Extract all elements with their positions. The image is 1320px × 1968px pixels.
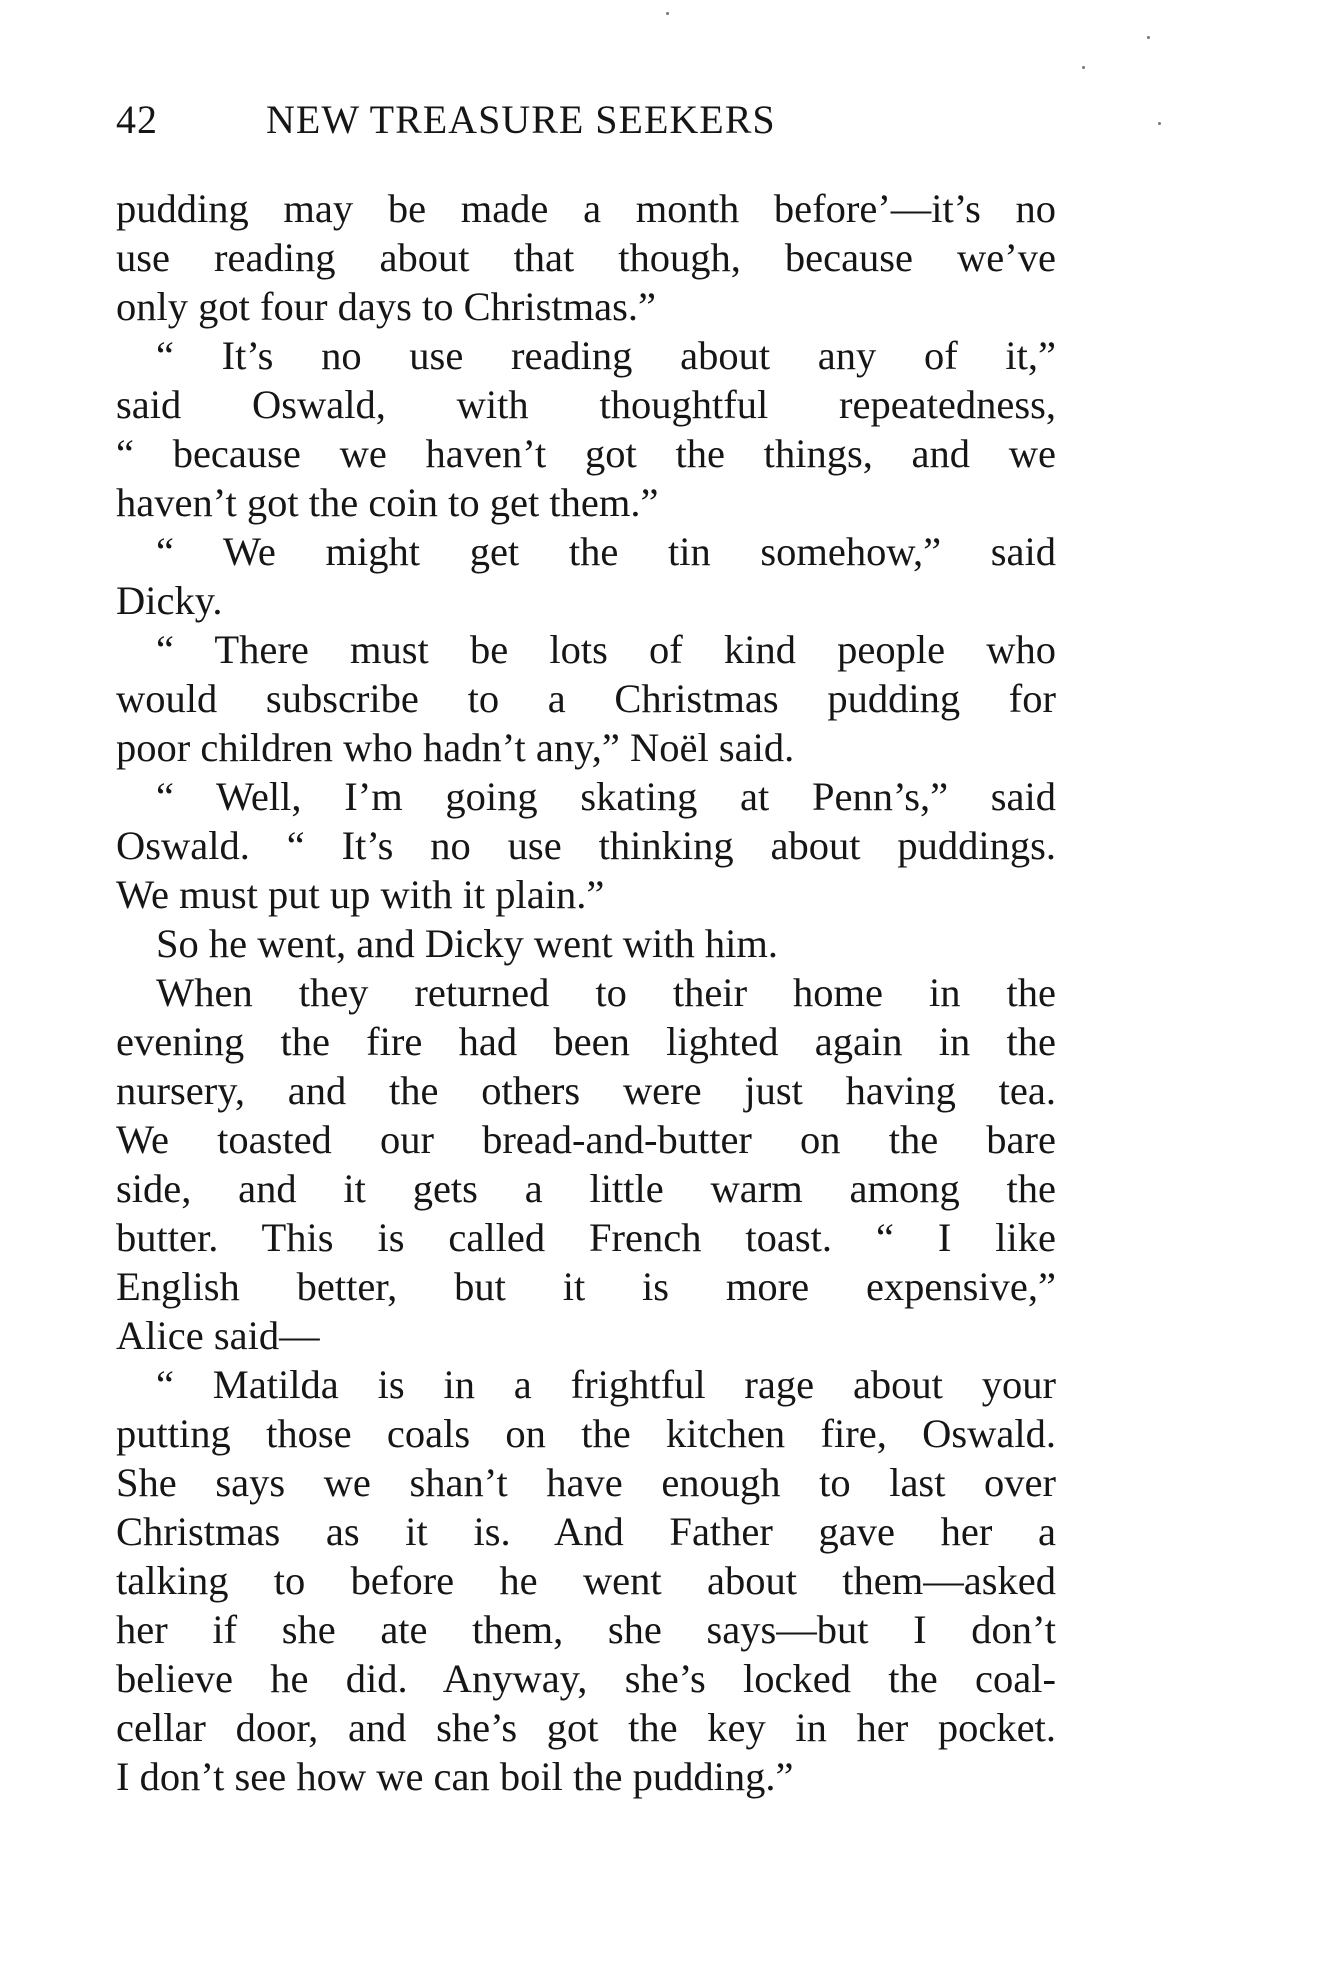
text-line: Dicky. xyxy=(116,578,223,623)
text-line: We must put up with it plain.” xyxy=(116,872,605,917)
text-line: She says we shan’t have enough to last over xyxy=(116,1460,1056,1505)
text-line: nursery, and the others were just having tea. xyxy=(116,1068,1056,1113)
text-line: talking to before he went about them—asked xyxy=(116,1558,1056,1603)
text-line: “ Well, I’m going skating at Penn’s,” said xyxy=(156,774,1056,819)
text-line: Alice said— xyxy=(116,1313,320,1358)
text-line: “ because we haven’t got the things, and we xyxy=(116,431,1056,476)
text-line: said Oswald, with thoughtful repeatedness, xyxy=(116,382,1056,427)
text-line: use reading about that though, because we’ve xyxy=(116,235,1056,280)
text-line: I don’t see how we can boil the pudding.” xyxy=(116,1754,794,1799)
text-line: “ Matilda is in a frightful rage about your xyxy=(156,1362,1056,1407)
book-title: NEW TREASURE SEEKERS xyxy=(266,97,776,142)
text-line: poor children who hadn’t any,” Noël said. xyxy=(116,725,795,770)
text-line: evening the fire had been lighted again in the xyxy=(116,1019,1056,1064)
text-line: her if she ate them, she says—but I don’t xyxy=(116,1607,1056,1652)
text-line: We toasted our bread-and-butter on the bare xyxy=(116,1117,1056,1162)
body-text xyxy=(116,184,1056,1801)
scan-speck xyxy=(666,12,669,15)
text-line: side, and it gets a little warm among the xyxy=(116,1166,1056,1211)
text-line: putting those coals on the kitchen fire, Oswald. xyxy=(116,1411,1056,1456)
scan-speck xyxy=(1158,122,1161,125)
text-line: When they returned to their home in the xyxy=(156,970,1056,1015)
text-line: haven’t got the coin to get them.” xyxy=(116,480,659,525)
text-line: butter. This is called French toast. “ I like xyxy=(116,1215,1056,1260)
text-line: only got four days to Christmas.” xyxy=(116,284,656,329)
scan-speck xyxy=(1082,66,1085,69)
text-line: English better, but it is more expensive,” xyxy=(116,1264,1056,1309)
text-line: “ There must be lots of kind people who xyxy=(156,627,1056,672)
text-line: So he went, and Dicky went with him. xyxy=(156,921,779,966)
text-line: “ It’s no use reading about any of it,” xyxy=(156,333,1056,378)
text-line: pudding may be made a month before’—it’s no xyxy=(116,186,1056,231)
text-line: Oswald. “ It’s no use thinking about puddings. xyxy=(116,823,1056,868)
text-line: cellar door, and she’s got the key in her pocket. xyxy=(116,1705,1056,1750)
text-line: believe he did. Anyway, she’s locked the coal- xyxy=(116,1656,1056,1701)
scan-speck xyxy=(1147,36,1150,39)
text-line: “ We might get the tin somehow,” said xyxy=(156,529,1056,574)
page-number: 42 xyxy=(116,97,158,142)
text-line: Christmas as it is. And Father gave her a xyxy=(116,1509,1056,1554)
running-head xyxy=(116,92,1056,148)
text-line: would subscribe to a Christmas pudding for xyxy=(116,676,1056,721)
